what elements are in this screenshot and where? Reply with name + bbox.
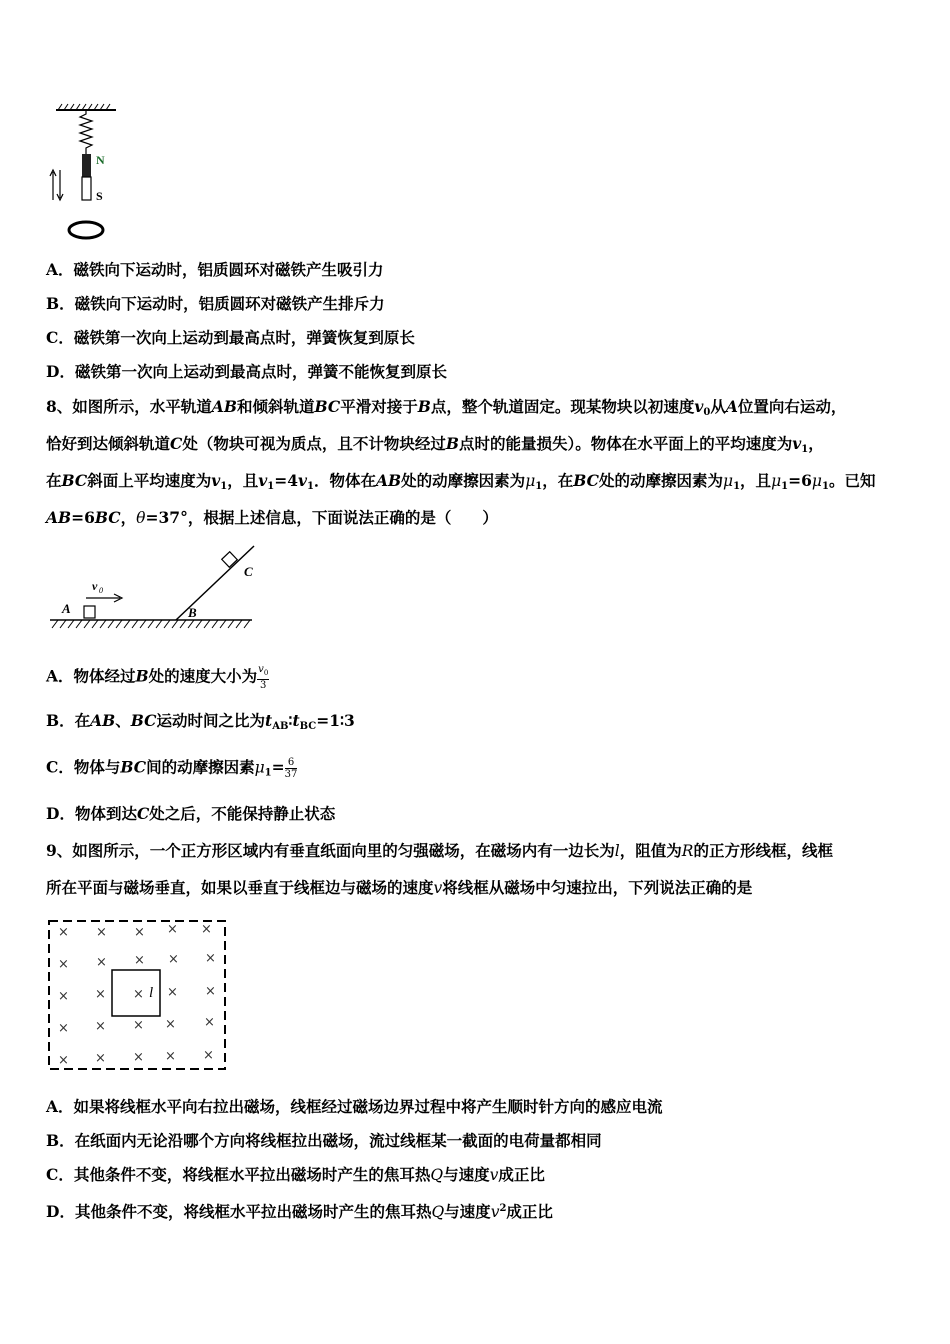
q8-option-d[interactable]: D．物体到达C处之后，不能保持静止状态 xyxy=(46,804,336,823)
loop-side-label: l xyxy=(149,985,154,1001)
field-cross: × xyxy=(58,925,69,940)
field-cross: × xyxy=(133,987,144,1002)
field-cross: × xyxy=(58,989,69,1004)
q7-option-d[interactable]: D．磁铁第一次向上运动到最高点时，弹簧不能恢复到原长 xyxy=(46,362,447,381)
magnet-spring-figure xyxy=(40,100,130,250)
field-cross: × xyxy=(95,1019,106,1034)
up-down-arrows-icon xyxy=(50,170,63,200)
field-cross: × xyxy=(205,984,216,999)
field-cross: × xyxy=(58,1053,69,1068)
field-cross: × xyxy=(205,951,216,966)
q9-option-a[interactable]: A．如果将线框水平向右拉出磁场，线框经过磁场边界过程中将产生顺时针方向的感应电流 xyxy=(46,1097,663,1116)
q8-stem-line-4: AB=6BC，θ=37°，根据上述信息，下面说法正确的是（ ） xyxy=(46,508,498,527)
fraction-6-over-37: $\frac{6}{37}$ xyxy=(284,757,298,780)
field-cross: × xyxy=(165,1049,176,1064)
q9-option-d[interactable]: D．其他条件不变，将线框水平拉出磁场时产生的焦耳热Q与速度$v^2$成正比 xyxy=(46,1202,553,1221)
field-cross: × xyxy=(58,957,69,972)
label-a: A xyxy=(62,601,71,616)
q9-option-b[interactable]: B．在纸面内无论沿哪个方向将线框拉出磁场，流过线框某一截面的电荷量都相同 xyxy=(46,1131,602,1150)
label-b: B xyxy=(188,605,197,620)
q8-stem-line-2: 恰好到达倾斜轨道C处（物块可视为质点，且不计物块经过B点时的能量损失）。物体在水平面上的平均速度为$v_1$， xyxy=(46,434,824,455)
q7-option-a[interactable]: A．磁铁向下运动时，铝质圆环对磁铁产生吸引力 xyxy=(46,260,384,279)
q9-stem-line-2: 所在平面与磁场垂直，如果以垂直于线框边与磁场的速度v将线框从磁场中匀速拉出，下列说法正确的是 xyxy=(46,878,753,897)
q9-stem-line-1: 9、如图所示，一个正方形区域内有垂直纸面向里的匀强磁场，在磁场内有一边长为l，阻值为R的正方形线框，线框 xyxy=(46,841,833,860)
field-cross: × xyxy=(204,1015,215,1030)
field-cross: × xyxy=(58,1021,69,1036)
label-v0-sub: 0 xyxy=(99,586,103,595)
field-cross: × xyxy=(167,922,178,937)
q8-option-c[interactable]: C．物体与BC间的动摩擦因素$\mu_1=$ $\frac{6}{37}$ xyxy=(46,757,298,780)
track-figure xyxy=(46,540,266,635)
field-cross: × xyxy=(95,987,106,1002)
field-crosses xyxy=(58,922,216,1068)
field-cross: × xyxy=(96,925,107,940)
q8-stem-line-1: 8、如图所示，水平轨道AB和倾斜轨道BC平滑对接于B点，整个轨道固定。现某物块以初速度$v_0$从A位置向右运动， xyxy=(46,397,847,418)
fraction-v0-over-3: $\frac{v_0}{3}$ xyxy=(258,664,269,691)
field-cross: × xyxy=(95,1051,106,1066)
q8-stem-line-3: 在BC斜面上平均速度为$v_1$，且$v_1=4v_1$．物体在AB处的动摩擦因素为$\mu_1$，在BC处的动摩擦因素为$\mu_1$，且$\mu_1=6\mu_1$。已知 xyxy=(46,471,876,492)
field-cross: × xyxy=(165,1017,176,1032)
field-cross: × xyxy=(134,953,145,968)
field-cross: × xyxy=(133,1018,144,1033)
field-cross: × xyxy=(167,985,178,1000)
magnet-label-n: N xyxy=(96,153,105,167)
aluminum-ring xyxy=(69,222,103,238)
q8-option-b[interactable]: B．在AB、BC运动时间之比为$t_{AB}∶t_{BC}=1∶3$ xyxy=(46,711,355,732)
q9-option-c[interactable]: C．其他条件不变，将线框水平拉出磁场时产生的焦耳热Q与速度v成正比 xyxy=(46,1165,545,1184)
field-cross: × xyxy=(168,952,179,967)
field-cross: × xyxy=(133,1050,144,1065)
field-cross: × xyxy=(201,922,212,937)
magnetic-field-figure xyxy=(46,918,230,1074)
q7-option-b[interactable]: B．磁铁向下运动时，铝质圆环对磁铁产生排斥力 xyxy=(46,294,385,313)
q8-option-a[interactable]: A．物体经过B处的速度大小为 $\frac{v_0}{3}$ xyxy=(46,664,269,691)
label-c: C xyxy=(244,564,253,579)
magnet-label-s: S xyxy=(96,189,103,203)
label-v0: v xyxy=(92,579,98,593)
field-cross: × xyxy=(134,925,145,940)
field-cross: × xyxy=(96,955,107,970)
q7-option-c[interactable]: C．磁铁第一次向上运动到最高点时，弹簧恢复到原长 xyxy=(46,328,415,347)
field-cross: × xyxy=(203,1048,214,1063)
